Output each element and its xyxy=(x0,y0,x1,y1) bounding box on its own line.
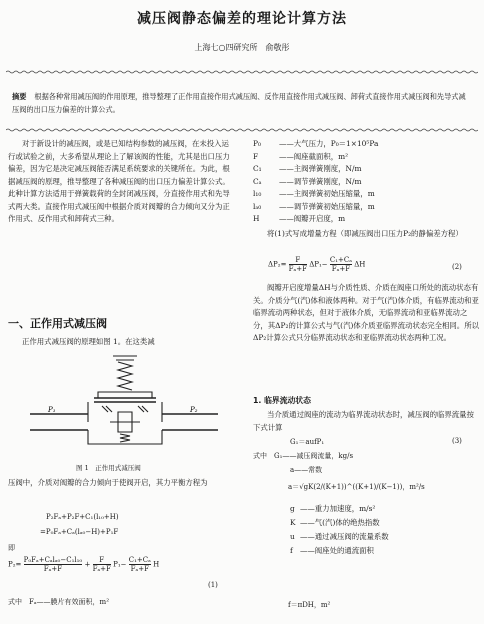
def2-desc: ——阀座处的通流面积 xyxy=(300,546,374,555)
f-equation: f＝πDH，m² xyxy=(288,601,331,609)
section1-paragraph: 正作用式减压阀的原理如图 1。在这类减 xyxy=(22,337,155,346)
equation-1a: P₂Fₐ+P₂F+C₁(l₁₀+H) xyxy=(46,513,119,521)
def-row xyxy=(253,163,479,176)
where-g: 式中 G₁——减压阀流量，kg/s xyxy=(253,452,354,460)
def-row xyxy=(253,213,479,226)
def-sym: H xyxy=(253,214,260,223)
def2-desc: ——重力加速度，m/s² xyxy=(300,504,376,513)
a-equation xyxy=(288,482,425,492)
def-desc: ——调节弹簧刚度，N/m xyxy=(279,176,362,186)
wavy-rule-top xyxy=(6,70,478,74)
def-sym: C₁ xyxy=(253,164,262,173)
def-sym: Cₐ xyxy=(253,176,262,186)
eq2-frac3-den: Fₐ+F xyxy=(130,565,149,573)
eq3-frac2-num: C₁+Cₐ xyxy=(329,256,352,264)
eq3-end: ΔH xyxy=(354,260,366,269)
def-sym: F xyxy=(253,151,259,161)
def-desc: ——阀瓣开启度，m xyxy=(279,214,346,223)
intro-paragraph: 对于新设计的减压阀，或是已知结构参数的减压阀，在未投入运行或试验之前，大多希望从理论上了解该阀的性能，尤其是出口压力偏差，因为它是决定减压阀能否满足系统要求的关键所在。为此，根据减压阀的原理，推导整理了各种减压阀的出口压力偏差计算公式。此种计算方法适用于弹簧载荷的全封闭减压阀，分直接作用式和先导式两大类。直接作用式减压阀中根据介质对阀瓣的合力倾向又分为正作用式、反作用式和卸荷式三种。 xyxy=(8,139,230,223)
eq2-lhs: P₂= xyxy=(8,560,22,569)
figure-caption: 图 1 正作用式减压阀 xyxy=(76,464,141,472)
left-intro xyxy=(8,138,233,226)
equation-4: G₁＝aufP₁ xyxy=(290,438,325,446)
a-def: a——常数 xyxy=(290,466,323,474)
def2-desc: ——通过减压阀的流量系数 xyxy=(300,532,389,541)
right-text2 xyxy=(253,282,479,345)
flow-state-paragraph: 阀瓣开启度增量ΔH与介质性质、介质在阀座口所处的流动状态有关。介质分气(汽)体和液体两种。对于气(汽)体介质，有临界流动和亚临界流动两种状态，但对于液体介质，无临界流动和亚临界流动之分，其ΔP₂的计算公式与气(汽)体介质亚临界流动状态完全相同。所以ΔP₂计算公式只分临界流动状态和亚临界流动状态两种工况。 xyxy=(253,283,479,342)
eq2-frac1-num: P₀Fₐ+Cₐlₐ₀−C₁l₁₀ xyxy=(23,556,83,564)
def-desc: ——调节弹簧初始压缩量，m xyxy=(279,201,375,211)
eq3-frac2 xyxy=(330,256,352,273)
def-desc: ——阀座截面积，m² xyxy=(279,151,349,161)
def-desc: ——主阀弹簧刚度，N/m xyxy=(279,164,362,173)
a-eq-body: √gK(2/(K+1))^((K+1)/(K−1)) xyxy=(299,483,403,491)
section1-text xyxy=(8,336,233,349)
def2-row xyxy=(290,517,480,531)
equation-3 xyxy=(268,256,365,273)
def-sym: lₐ₀ xyxy=(253,201,262,211)
def-sym: l₁₀ xyxy=(253,189,262,198)
abstract-label: 摘要 xyxy=(12,92,27,101)
def2-sym: u xyxy=(290,532,295,541)
def-row xyxy=(253,138,479,151)
eq2-frac2-den: Fₐ+F xyxy=(92,565,111,573)
eq3-frac1-num: F xyxy=(289,256,307,265)
eq3-mid: ΔP₁− xyxy=(309,260,328,269)
label-p2: P₂ xyxy=(190,406,198,414)
right-defs2 xyxy=(290,503,480,559)
abstract-text: 根据各种常用减压阀的作用原理，推导整理了正作用直接作用式减压阀、反作用直接作用式减压阀、卸荷式直接作用式减压阀和先导式减压阀的出口压力偏差的计算公式。 xyxy=(12,92,466,114)
eq2-frac3 xyxy=(129,556,151,573)
eq3-frac1-den: Fₐ+F xyxy=(288,265,307,273)
eq2-frac1-den: Fₐ+F xyxy=(43,565,63,573)
eq2-frac3-num: C₁+Cₐ xyxy=(128,556,151,564)
wavy-rule-bottom xyxy=(6,128,478,132)
def-row xyxy=(253,176,479,189)
def2-row xyxy=(290,531,480,545)
equation-2 xyxy=(8,556,233,573)
a-eq-unit: ，m²/s xyxy=(402,483,425,491)
section-heading-1: 一、正作用式减压阀 xyxy=(8,317,107,330)
label-p1: P₁ xyxy=(48,406,56,414)
eq2-frac1 xyxy=(24,556,83,573)
def2-desc: ——气(汽)体的绝热指数 xyxy=(300,518,380,527)
author-line: 上海七○四研究所 俞敬彤 xyxy=(194,43,290,52)
eq2-frac2 xyxy=(93,556,111,573)
def-row xyxy=(253,201,479,214)
def2-sym: f xyxy=(290,546,293,555)
def-sym: P₀ xyxy=(253,139,261,148)
equation-1b: =P₀Fₐ+Cₐ(lₐ₀−H)+P₁F xyxy=(40,528,119,536)
eq3-number: (2) xyxy=(452,263,462,271)
figure-1-valve-diagram xyxy=(18,352,228,452)
ji-label: 即 xyxy=(8,544,15,552)
incremental-eq-text: 将(1)式写成增量方程（即减压阀出口压力P₂的静偏差方程） xyxy=(267,229,463,238)
def2-row xyxy=(290,545,480,559)
eq3-frac1 xyxy=(289,256,307,273)
eq2-op: + xyxy=(84,560,91,569)
eq2-p1: P₁− xyxy=(113,560,127,569)
paper-title: 减压阀静态偏差的理论计算方法 xyxy=(137,11,347,27)
def2-row xyxy=(290,503,480,517)
right-defs xyxy=(253,138,479,226)
a-eq-lhs: a＝ xyxy=(288,483,300,491)
critical-flow-text: 当介质通过阀座的流动为临界流动状态时，减压阀的临界流量按下式计算 xyxy=(253,410,474,432)
def-row xyxy=(253,151,479,164)
def-desc: ——主阀弹簧初始压缩量，m xyxy=(279,189,375,198)
def-row xyxy=(253,188,479,201)
def2-sym: g xyxy=(290,504,295,513)
eq3-lhs: ΔP₂= xyxy=(268,260,287,269)
right-text1 xyxy=(253,228,479,241)
subheading-critical-flow: 1. 临界流动状态 xyxy=(253,396,311,405)
force-balance-text: 压阀中，介质对阀瓣的合力倾向于使阀开启，其力平衡方程为 xyxy=(8,478,208,487)
def2-sym: K xyxy=(290,518,296,527)
abstract xyxy=(12,90,472,116)
left-text2 xyxy=(8,477,233,490)
where-fa: 式中 Fₐ——膜片有效面积，m² xyxy=(8,598,110,606)
eq2-h: H xyxy=(153,560,160,569)
eq2-number: (1) xyxy=(208,581,218,589)
eq2-frac2-num: F xyxy=(93,556,111,565)
eq4-number: (3) xyxy=(452,437,462,445)
eq3-frac2-den: Fₐ+F xyxy=(331,265,351,273)
right-text3 xyxy=(253,409,479,434)
def-desc: ——大气压力，P₀＝1×10⁵Pa xyxy=(279,139,379,148)
